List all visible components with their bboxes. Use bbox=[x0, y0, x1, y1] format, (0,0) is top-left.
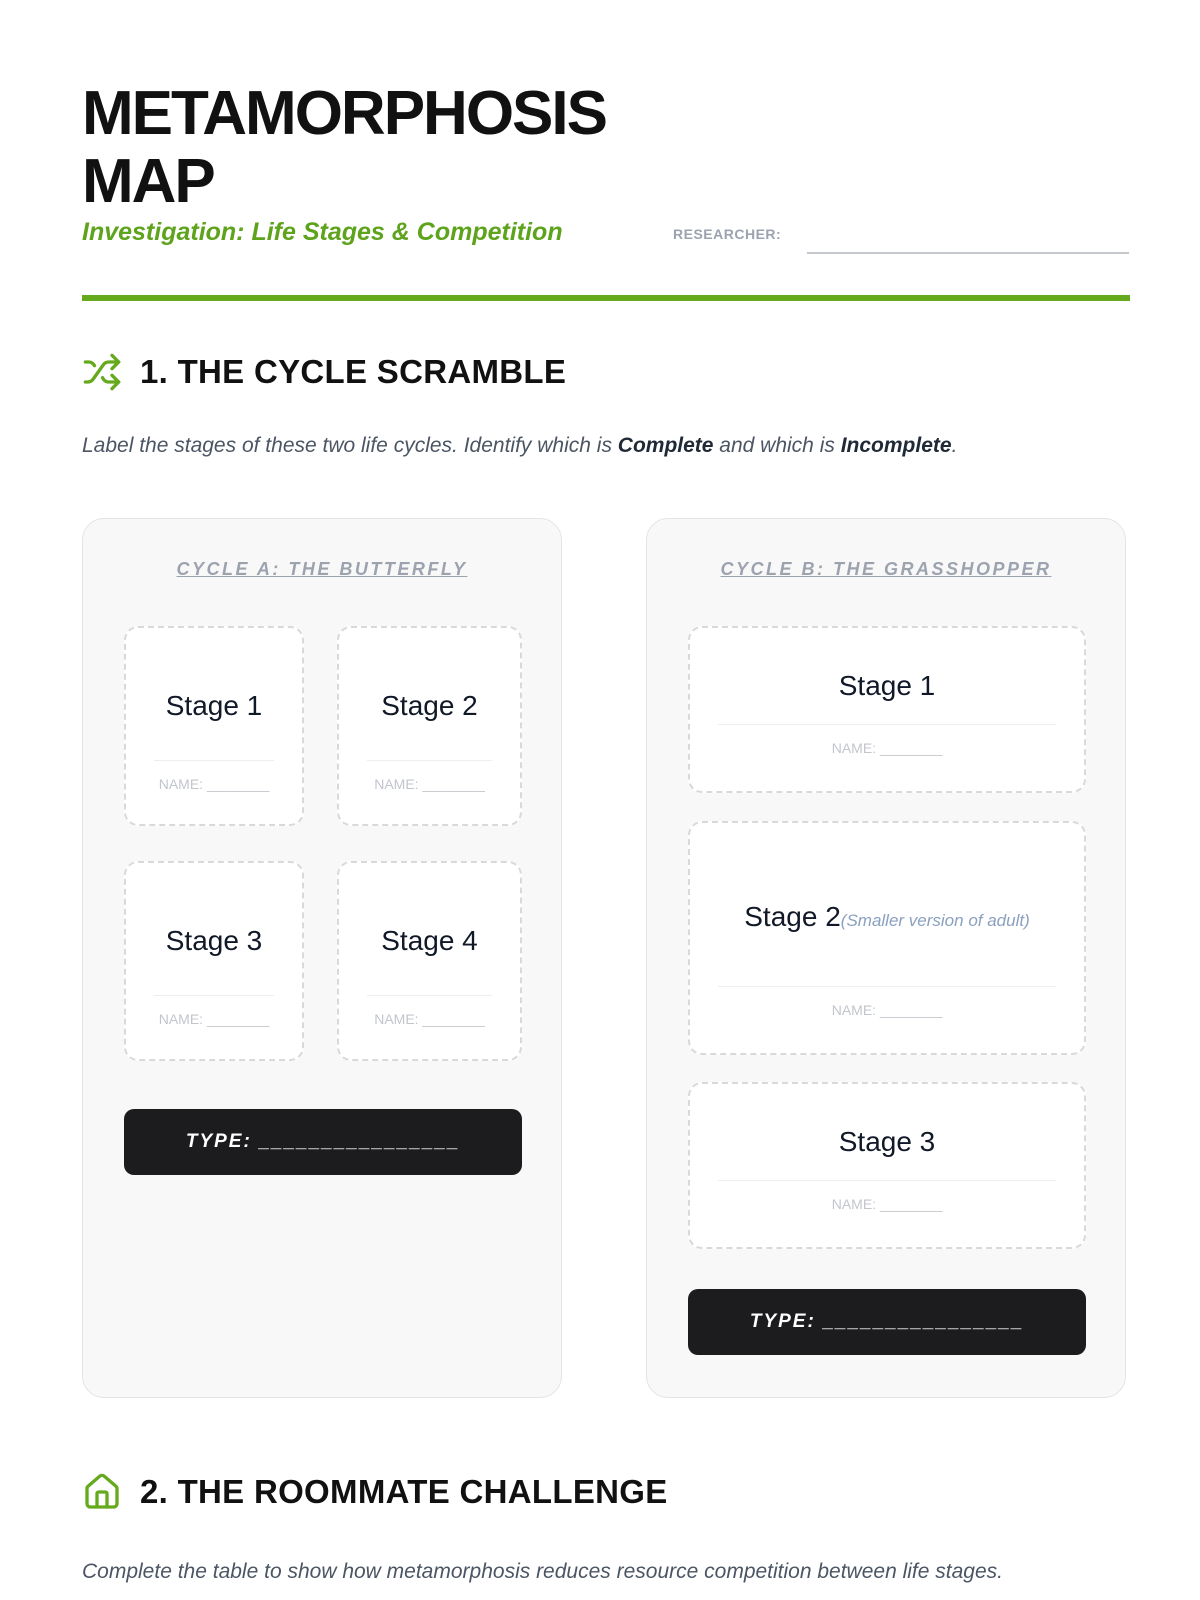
section2-title: 2. THE ROOMMATE CHALLENGE bbox=[140, 1473, 668, 1510]
header-divider bbox=[82, 295, 1130, 301]
stage-divider bbox=[718, 1180, 1056, 1181]
stage-name-field[interactable]: NAME: ________ bbox=[831, 1196, 943, 1212]
page-title: METAMORPHOSIS MAP bbox=[82, 79, 606, 216]
stage-label: Stage 3 bbox=[165, 925, 263, 956]
section1-title: 1. THE CYCLE SCRAMBLE bbox=[140, 353, 567, 390]
researcher-field[interactable] bbox=[807, 252, 1129, 254]
house-icon bbox=[82, 1472, 122, 1512]
cycle-b-stage-3[interactable] bbox=[688, 1082, 1086, 1249]
page-subtitle: Investigation: Life Stages & Competition bbox=[82, 218, 563, 246]
researcher-label: RESEARCHER: bbox=[673, 226, 782, 242]
stage-divider bbox=[154, 760, 274, 761]
stage-note: (Smaller version of adult) bbox=[840, 911, 1030, 930]
stage-name-field[interactable]: NAME: ________ bbox=[831, 740, 943, 756]
cycle-b-stage-1[interactable] bbox=[688, 626, 1086, 793]
stage-divider bbox=[718, 724, 1056, 725]
stage-label: Stage 3 bbox=[838, 1126, 936, 1157]
section2-instructions: Complete the table to show how metamorphosis reduces resource competition between life stages. bbox=[82, 1560, 1003, 1583]
stage-divider bbox=[154, 995, 274, 996]
stage-name-field[interactable]: NAME: ________ bbox=[374, 776, 485, 792]
stage-label: Stage 2 bbox=[381, 690, 478, 721]
stage-label: Stage 1 bbox=[838, 670, 936, 701]
cycle-a-type-field[interactable]: TYPE: ________________ bbox=[124, 1109, 522, 1175]
stage-name-field[interactable]: NAME: ________ bbox=[374, 1011, 485, 1027]
cycle-a-stage-1[interactable] bbox=[124, 626, 304, 826]
cycle-a-stage-3[interactable] bbox=[124, 861, 304, 1061]
section1-heading bbox=[82, 352, 566, 392]
cycle-a-card bbox=[82, 518, 562, 1398]
cycle-a-title: CYCLE A: THE BUTTERFLY bbox=[176, 559, 468, 579]
cycle-a-stage-4[interactable] bbox=[337, 861, 522, 1061]
section2-heading bbox=[82, 1472, 668, 1512]
stage-label: Stage 2(Smaller version of adult) bbox=[744, 901, 1030, 932]
stage-label: Stage 4 bbox=[381, 925, 478, 956]
stage-name-field[interactable]: NAME: ________ bbox=[158, 1011, 270, 1027]
stage-label: Stage 1 bbox=[165, 690, 263, 721]
stage-divider bbox=[367, 760, 492, 761]
stage-divider bbox=[718, 986, 1056, 987]
stage-divider bbox=[367, 995, 492, 996]
section1-instructions: Label the stages of these two life cycles. Identify which is Complete and which is Incomplete. bbox=[82, 434, 958, 457]
cycle-a-stage-2[interactable] bbox=[337, 626, 522, 826]
cycle-b-type-field[interactable]: TYPE: ________________ bbox=[688, 1289, 1086, 1355]
stage-name-field[interactable]: NAME: ________ bbox=[831, 1002, 943, 1018]
shuffle-icon bbox=[82, 352, 122, 392]
cycle-b-card bbox=[646, 518, 1126, 1398]
stage-name-field[interactable]: NAME: ________ bbox=[158, 776, 270, 792]
cycle-b-stage-2[interactable] bbox=[688, 821, 1086, 1055]
cycle-b-title: CYCLE B: THE GRASSHOPPER bbox=[720, 559, 1052, 579]
